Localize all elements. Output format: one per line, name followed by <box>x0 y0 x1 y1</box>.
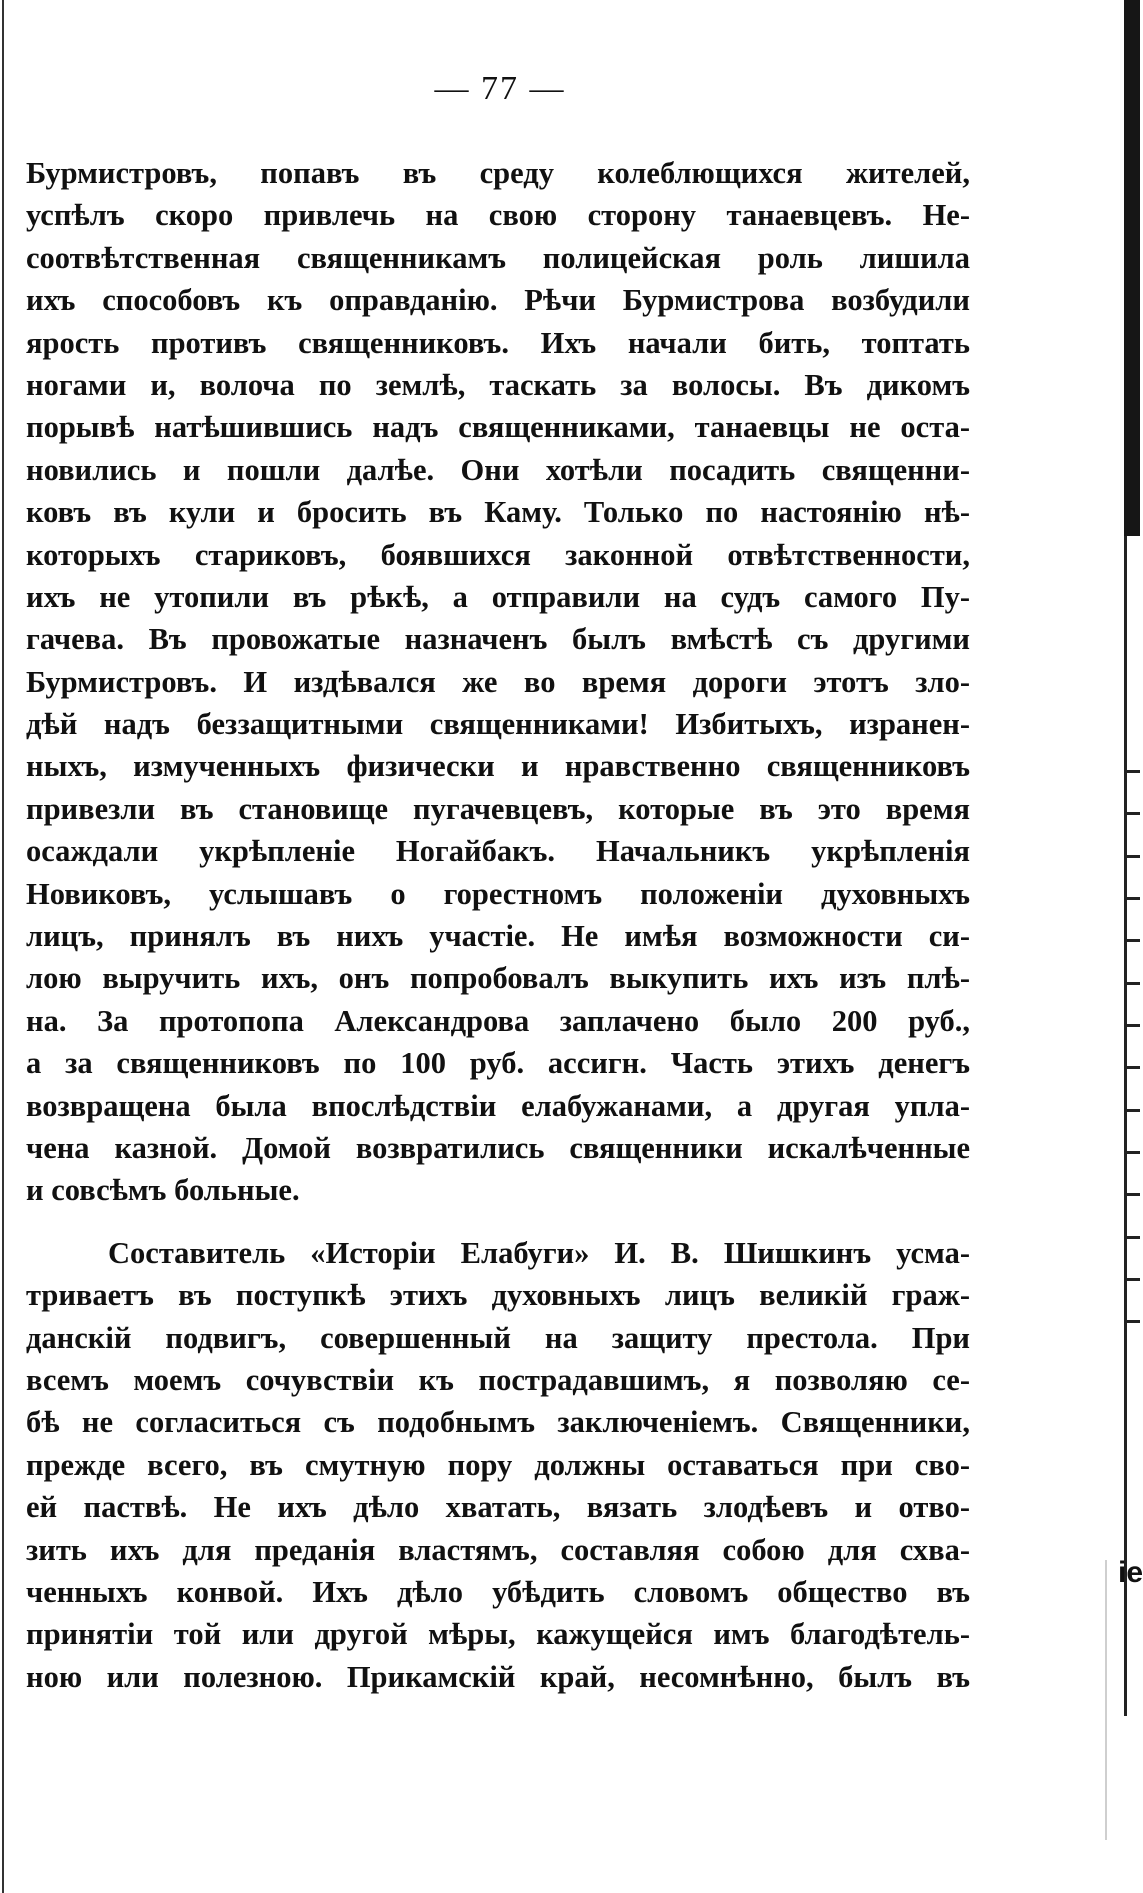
text-line: привезли въ становище пугачевцевъ, которые въ это время <box>26 791 970 826</box>
scan-edge-tick <box>1126 1066 1140 1069</box>
text-line: бѣ не согласиться съ подобнымъ заключеніемъ. Священники, <box>26 1405 970 1440</box>
text-line: новились и пошли далѣе. Они хотѣли посадить священни- <box>26 452 970 487</box>
text-line: и совсѣмъ больные. <box>26 1173 300 1208</box>
text-line: ковъ въ кули и бросить въ Каму. Только по настоянію нѣ- <box>26 495 970 530</box>
text-line: которыхъ стариковъ, боявшихся законной отвѣтственности, <box>26 537 970 572</box>
scan-edge-line <box>1124 536 1127 1716</box>
scan-edge-tick <box>1126 1109 1140 1112</box>
scan-edge-tick <box>1126 897 1140 900</box>
page-number: — 77 — <box>434 70 566 107</box>
text-line: зить ихъ для преданія властямъ, составляя собою для схва- <box>26 1532 970 1567</box>
text-line: возвращена была впослѣдствіи елабужанами, а другая упла- <box>26 1088 970 1123</box>
text-line: порывѣ натѣшившись надъ священниками, танаевцы не оста- <box>26 410 970 445</box>
text-line: всемъ моемъ сочувствіи къ пострадавшимъ, я позволяю се- <box>26 1362 970 1397</box>
text-line: на. За протопопа Александрова заплачено было 200 руб., <box>26 1003 970 1038</box>
scan-edge-tick <box>1126 1024 1140 1027</box>
body-text <box>26 152 970 1698</box>
text-line: ченныхъ конвой. Ихъ дѣло убѣдить словомъ общество въ <box>26 1574 970 1609</box>
scan-edge-tick <box>1126 812 1140 815</box>
text-line: ярость противъ священниковъ. Ихъ начали бить, топтать <box>26 325 970 360</box>
text-line: Составитель «Исторіи Елабуги» И. В. Шишкинъ усма- <box>108 1235 970 1270</box>
text-line: а за священниковъ по 100 руб. ассигн. Часть этихъ денегъ <box>26 1046 970 1081</box>
scan-edge-tick <box>1126 1320 1140 1323</box>
scan-edge-tick <box>1126 1278 1140 1281</box>
scan-edge-tick <box>1126 939 1140 942</box>
text-line: успѣлъ скоро привлечь на свою сторону танаевцевъ. Не- <box>26 198 970 233</box>
text-line: триваетъ въ поступкѣ этихъ духовныхъ лицъ великій граж- <box>26 1278 970 1313</box>
text-line: дѣй надъ беззащитными священниками! Избитыхъ, изранен- <box>26 707 970 742</box>
text-line: ныхъ, измученныхъ физически и нравственно священниковъ <box>26 749 970 784</box>
scan-gutter-line <box>1105 1560 1107 1840</box>
text-line: ногами и, волоча по землѣ, таскать за волосы. Въ дикомъ <box>26 367 970 402</box>
text-line: данскій подвигъ, совершенный на защиту престола. При <box>26 1320 970 1355</box>
scan-edge-tick <box>1126 855 1140 858</box>
next-page-fragment: ie <box>1118 1556 1143 1589</box>
text-line: лою выручить ихъ, онъ попробовалъ выкупить ихъ изъ плѣ- <box>26 961 970 996</box>
text-line: Бурмистровъ, попавъ въ среду колеблющихся жителей, <box>26 156 970 190</box>
text-line: гачева. Въ провожатые назначенъ былъ вмѣстѣ съ другими <box>26 622 970 657</box>
text-line: Новиковъ, услышавъ о горестномъ положеніи духовныхъ <box>26 876 970 911</box>
scan-left-border <box>2 0 4 1893</box>
text-line: осаждали укрѣпленіе Ногайбакъ. Начальникъ укрѣпленія <box>26 834 970 869</box>
paragraph-gap <box>26 1212 970 1232</box>
scan-edge-tick <box>1126 982 1140 985</box>
scan-edge-tick <box>1126 770 1140 773</box>
text-line: лицъ, принялъ въ нихъ участіе. Не имѣя возможности си- <box>26 919 970 954</box>
text-line: прежде всего, въ смутную пору должны оставаться при сво- <box>26 1447 970 1482</box>
text-line: Бурмистровъ. И издѣвался же во время дороги этотъ зло- <box>26 664 970 699</box>
text-line: ихъ не утопили въ рѣкѣ, а отправили на судъ самого Пу- <box>26 579 970 614</box>
text-line: соотвѣтственная священникамъ полицейская роль лишила <box>26 240 970 275</box>
text-line: ною или полезною. Прикамскій край, несомнѣнно, былъ въ <box>26 1659 970 1694</box>
scan-edge-bar <box>1124 0 1140 536</box>
scan-edge-tick <box>1126 1151 1140 1154</box>
text-line: чена казной. Домой возвратились священники искалѣченные <box>26 1130 970 1165</box>
text-line: ихъ способовъ къ оправданію. Рѣчи Бурмистрова возбудили <box>26 283 970 318</box>
scan-edge-tick <box>1126 1193 1140 1196</box>
text-line: ей паствѣ. Не ихъ дѣло хватать, вязать злодѣевъ и отво- <box>26 1490 970 1525</box>
paragraph-1 <box>26 152 970 1212</box>
text-line: принятіи той или другой мѣры, кажущейся имъ благодѣтель- <box>26 1617 970 1652</box>
scan-edge-tick <box>1126 1236 1140 1239</box>
paragraph-2 <box>26 1232 970 1698</box>
